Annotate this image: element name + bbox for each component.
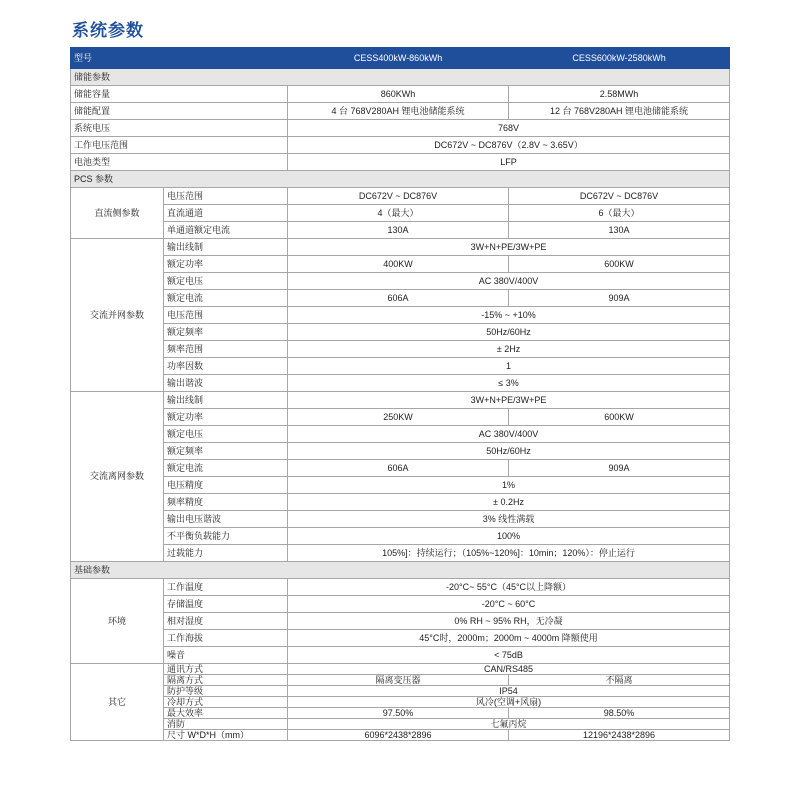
cell-value: 3W+N+PE/3W+PE [288,392,730,409]
cell-value: 4 台 768V280AH 锂电池储能系统 [288,103,509,120]
table-row [71,477,730,494]
table-row [71,613,730,630]
section-row [71,171,730,188]
row-label: 输出谐波 [164,375,288,392]
table-row [71,697,730,708]
row-label: 额定电压 [164,426,288,443]
header-model-2: CESS600kW-2580kWh [509,48,730,69]
row-label: 功率因数 [164,358,288,375]
cell-value: ± 0.2Hz [288,494,730,511]
row-label: 隔离方式 [164,675,288,686]
row-label: 输出线制 [164,392,288,409]
section-row [71,69,730,86]
cell-value: 50Hz/60Hz [288,443,730,460]
row-label: 电池类型 [71,154,288,171]
row-label: 相对湿度 [164,613,288,630]
cell-value: 860KWh [288,86,509,103]
cell-value: 七氟丙烷 [288,719,730,730]
row-label: 冷却方式 [164,697,288,708]
cell-value: 1 [288,358,730,375]
section-storage: 储能参数 [71,69,730,86]
table-row [71,596,730,613]
cell-value: 不隔离 [509,675,730,686]
row-label: 工作电压范围 [71,137,288,154]
group-dc: 直流侧参数 [71,188,164,239]
cell-value: AC 380V/400V [288,273,730,290]
cell-value: 1% [288,477,730,494]
section-row [71,562,730,579]
row-label: 单通道额定电流 [164,222,288,239]
cell-value: -20°C ~ 60°C [288,596,730,613]
cell-value: 4（最大） [288,205,509,222]
cell-value: 606A [288,460,509,477]
cell-value: 风冷(空调+风扇) [288,697,730,708]
row-label: 储能容量 [71,86,288,103]
table-row [71,545,730,562]
cell-value: 768V [288,120,730,137]
cell-value: 50Hz/60Hz [288,324,730,341]
table-row [71,719,730,730]
row-label: 额定电流 [164,290,288,307]
table-row [71,409,730,426]
cell-value: 隔离变压器 [288,675,509,686]
cell-value: 600KW [509,256,730,273]
cell-value: AC 380V/400V [288,426,730,443]
table-row [71,341,730,358]
row-label: 过载能力 [164,545,288,562]
table-row [71,154,730,171]
cell-value: 98.50% [509,708,730,719]
table-row [71,647,730,664]
row-label: 额定功率 [164,256,288,273]
row-label: 频率精度 [164,494,288,511]
row-label: 工作温度 [164,579,288,596]
cell-value: DC672V ~ DC876V [509,188,730,205]
section-pcs: PCS 参数 [71,171,730,188]
table-row [71,103,730,120]
cell-value: 97.50% [288,708,509,719]
cell-value: ≤ 3% [288,375,730,392]
table-row [71,460,730,477]
table-row [71,730,730,741]
table-row [71,675,730,686]
table-row [71,392,730,409]
cell-value: CAN/RS485 [288,664,730,675]
table-row [71,664,730,675]
row-label: 额定电压 [164,273,288,290]
cell-value: 250KW [288,409,509,426]
group-offgrid: 交流离网参数 [71,392,164,562]
row-label: 不平衡负载能力 [164,528,288,545]
cell-value: 12 台 768V280AH 锂电池储能系统 [509,103,730,120]
table-row [71,708,730,719]
row-label: 额定功率 [164,409,288,426]
table-row [71,307,730,324]
row-label: 额定频率 [164,443,288,460]
spec-table [70,47,730,741]
row-label: 存储温度 [164,596,288,613]
row-label: 工作海拔 [164,630,288,647]
table-row [71,188,730,205]
header-model-label: 型号 [71,48,288,69]
group-env: 环境 [71,579,164,664]
row-label: 消防 [164,719,288,730]
cell-value: 909A [509,460,730,477]
header-model-1: CESS400kW-860kWh [288,48,509,69]
table-row [71,426,730,443]
cell-value: 606A [288,290,509,307]
table-row [71,686,730,697]
cell-value: LFP [288,154,730,171]
row-label: 输出线制 [164,239,288,256]
group-grid: 交流并网参数 [71,239,164,392]
section-basic: 基础参数 [71,562,730,579]
cell-value: 6（最大） [509,205,730,222]
cell-value: 400KW [288,256,509,273]
cell-value: 909A [509,290,730,307]
cell-value: 12196*2438*2896 [509,730,730,741]
table-row [71,494,730,511]
table-row [71,273,730,290]
table-row [71,256,730,273]
cell-value: 6096*2438*2896 [288,730,509,741]
row-label: 额定频率 [164,324,288,341]
cell-value: 600KW [509,409,730,426]
cell-value: 2.58MWh [509,86,730,103]
table-row [71,579,730,596]
group-other: 其它 [71,664,164,741]
page-title: 系统参数 [72,21,144,40]
row-label: 额定电流 [164,460,288,477]
table-row [71,630,730,647]
row-label: 系统电压 [71,120,288,137]
table-row [71,358,730,375]
table-row [71,137,730,154]
row-label: 电压范围 [164,188,288,205]
table-row [71,324,730,341]
cell-value: 130A [288,222,509,239]
table-row [71,86,730,103]
cell-value: IP54 [288,686,730,697]
row-label: 输出电压谐波 [164,511,288,528]
table-row [71,120,730,137]
table-row [71,205,730,222]
table-row [71,375,730,392]
cell-value: -20°C~ 55°C（45°C以上降额） [288,579,730,596]
cell-value: ± 2Hz [288,341,730,358]
row-label: 直流通道 [164,205,288,222]
row-label: 电压精度 [164,477,288,494]
cell-value: 3% 线性满载 [288,511,730,528]
cell-value: 105%]：持续运行；（105%~120%]：10min；120%）：停止运行 [288,545,730,562]
table-header [71,48,730,69]
table-row [71,443,730,460]
cell-value: 45°C时，2000m；2000m ~ 4000m 降额使用 [288,630,730,647]
row-label: 通讯方式 [164,664,288,675]
table-row [71,528,730,545]
row-label: 防护等级 [164,686,288,697]
cell-value: 3W+N+PE/3W+PE [288,239,730,256]
row-label: 电压范围 [164,307,288,324]
cell-value: DC672V ~ DC876V（2.8V ~ 3.65V） [288,137,730,154]
cell-value: -15% ~ +10% [288,307,730,324]
table-row [71,239,730,256]
row-label: 噪音 [164,647,288,664]
row-label: 尺寸 W*D*H（mm） [164,730,288,741]
cell-value: 130A [509,222,730,239]
cell-value: 0% RH ~ 95% RH，无冷凝 [288,613,730,630]
row-label: 储能配置 [71,103,288,120]
row-label: 最大效率 [164,708,288,719]
cell-value: DC672V ~ DC876V [288,188,509,205]
table-row [71,222,730,239]
table-row [71,290,730,307]
row-label: 频率范围 [164,341,288,358]
table-row [71,511,730,528]
cell-value: 100% [288,528,730,545]
cell-value: < 75dB [288,647,730,664]
